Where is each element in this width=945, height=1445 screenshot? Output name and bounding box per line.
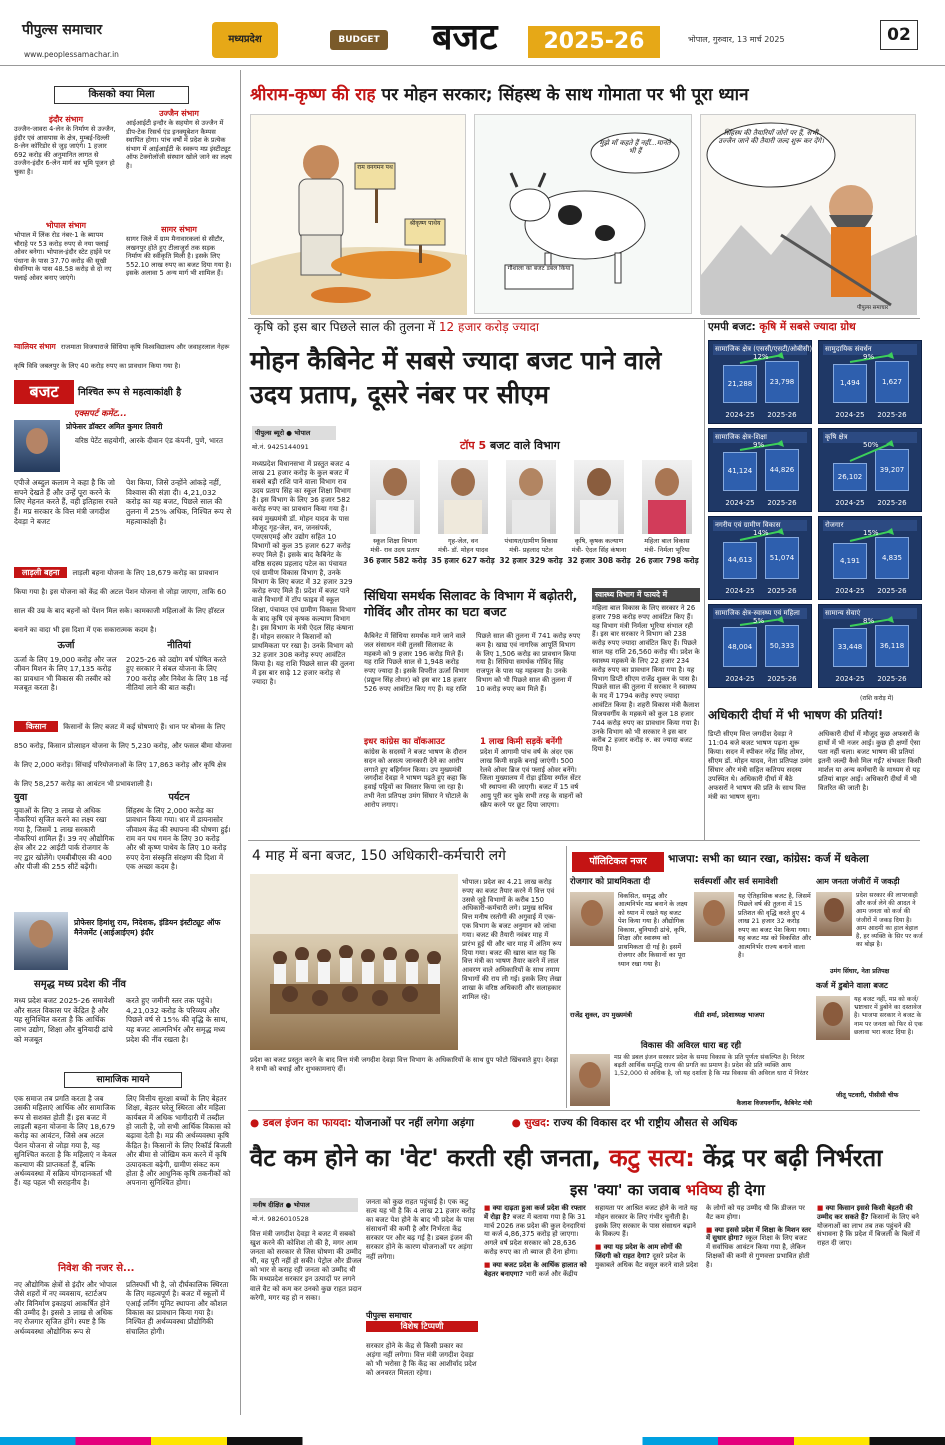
- x-tick-label: 2025-26: [877, 499, 907, 507]
- samriddh-text-a: मध्य प्रदेश बजट 2025-26 समावेशी और सतत विकास पर केंद्रित है और यह सुनिश्चित करता है कि आर्थिक लाभ उद्योग, शिक्षा और बुनियादी ढांचे को मजबूत: [14, 996, 115, 1044]
- left-column: [14, 80, 234, 1420]
- chart-title: कृषि क्षेत्र: [823, 432, 917, 443]
- bhopal-block: भोपाल संभाग भोपाल में लिंक रोड नंबर-1 के ब्यापम चौराहे पर 53 करोड़ रुपए से नया फ्लाई ओवर बनेगा। भोपाल-इंदौर स्टेट हाईवे पर पंधाना के पास 37.70 करोड़ की सूखी सेवनिया के पास 48.58 करोड़ से दो नए फ्लाई ओवर बनाए जाएंगे।: [14, 221, 112, 282]
- nivesh-heading: निवेश की नजर से...: [58, 1263, 135, 1274]
- bar-value-label: 21,288: [727, 380, 753, 388]
- expert1-text-b: पेश किया, जिसे उन्होंने आंकड़े नहीं, विश्वास की संज्ञा दी। 4,21,032 करोड़ का यह बजट, पिछले साल की तुलना में 25% अधिक, निश्चित रूप से महत्वाकांक्षी है।: [126, 478, 232, 526]
- niti-block: नीतियां 2025-26 को उद्योग वर्ष घोषित करते हुए सरकार ने संबल योजना के लिए 700 करोड़ और निवेश के लिए 18 नई नीतियां लाने की बात कही।: [126, 640, 228, 693]
- cabinet-body: मध्यप्रदेश विधानसभा में प्रस्तुत बजट 4 लाख 21 हजार करोड़ के कुल बजट में सबसे बड़ी राशि पाने वाला विभाग राव उदय प्रताप सिंह का स्कूल शिक्षा विभाग है। इस विभाग के लिए 36 हजार 582 करोड़ रुपए का प्रावधान किया गया है। स्वयं मुख्यमंत्री डॉ. मोहन यादव के पास मौजूद गृह-जेल, वन, जनसंपर्क, एमएसएमई और उद्योग सहित 10 विभागों को कुल 35 हजार 627 करोड़ रुपए मिले हैं। इसके बाद कैबिनेट के वरिष्ठ सदस्य प्रहलाद पटेल का पंचायत एवं ग्रामीण विकास विभाग है, उनके विभाग के लिए बजट में 32 हजार 329 करोड़ रुपए मिले हैं। प्रदेश में बजट पाने वाले विभागों में टॉप फाइव में स्कूल शिक्षा, पंचायत एवं ग्रामीण विकास विभाग के बाद कृषि एवं कृषक कल्याण विभाग है। इस विभाग के मंत्री ऐदल सिंह कंषाना हैं। मोहन सरकार ने किसानों को प्राथमिकता पर रखा है। उनके विभाग को 32 हजार 308 करोड़ रुपए आवंटित किया है। यह राशि पिछले साल की तुलना में इस बार साढ़े 12 हजार करोड़ से ज्यादा है।: [252, 460, 356, 687]
- sagar-block: सागर संभाग सागर जिले में ग्राम मैनावारकलां से सीटौर, लखनपुर होते हुए टीलाजुर्रा तक सड़क निर्माण की स्वीकृति मिली है। इसके लिए 552.10 लाख रुपए का बजट दिया गया है। इसके अलावा 5 अन्य मार्ग भी शामिल हैं।: [126, 225, 232, 278]
- indore-block: इंदौर संभाग उज्जैन-जावरा 4-लेन के निर्माण से उज्जैन, इंदौर एवं आसपास के क्षेत्र, मुम्बई-दिल्ली 8-लेन कॉरिडोर से जुड़ जाएंगे। 1 हजार 692 करोड़ की अनुमानित लागत से उज्जैन-इंदौर 6-लेन मार्ग का भूमि पूजन हो चुका है।: [14, 115, 116, 176]
- political-zanjir: आम जनता जंजीरों में जकड़ी प्रदेश सरकार की लापरवाही और कर्ज लेने की आदत ने आम जनता को कर्ज की जंजीरों में जकड़ दिया है। आम आदमी का हाल बेहाल है, हर व्यक्ति के सिर पर कर्ज का बोझ है। उमंग सिंघार, नेता प्रतिपक्ष: [816, 877, 923, 975]
- x-tick-label: 2024-25: [835, 411, 865, 419]
- bar-value-label: 50,333: [769, 642, 795, 650]
- growth-percent: 5%: [753, 617, 765, 625]
- ladli-block: लाड़ली बहना लाड़ली बहना योजना के लिए 18,679 करोड़ का प्रावधान किया गया है। इस योजना को केंद्र की अटल पेंशन योजना से जोड़ा जाएगा, ताकि 60 साल की उम्र के बाद बहनों को पेंशन मिल सके। कामकाजी महिलाओं के लिए हॉस्टल बनाने का वादा भी इस दिशा में एक सकारात्मक कदम है।: [14, 568, 227, 634]
- growth-charts-grid: [708, 340, 922, 692]
- bar-value-label: 44,826: [769, 466, 795, 474]
- political-label: पॉलिटिकल नजर: [572, 852, 664, 872]
- qa-item: ■ क्या किसान इससे किसी बेहतरी की उम्मीद कर सकते हैं? किसानों के लिए बने योजनाओं का लाभ तब तक पहुंचने की संभावना है कि प्रदेश में बिजली के बिलों में राहत दी जाए।: [817, 1204, 920, 1248]
- growth-percent: 9%: [753, 441, 765, 449]
- who-got-what-heading: किसको क्या मिला: [54, 86, 189, 104]
- four-months-caption: प्रदेश का बजट प्रस्तुत करने के बाद वित्त मंत्री जगदीश देवड़ा वित्त विभाग के अधिकारियों के साथ ग्रुप फोटो खिंचवाते हुए। देवड़ा ने सभी को बधाई और शुभकामनाएं दीं।: [250, 1056, 559, 1073]
- bar-value-label: 33,448: [837, 643, 863, 651]
- growth-percent: 15%: [863, 529, 879, 537]
- expert1-name: प्रोफेसर डॉक्टर अमित कुमार तिवारी: [66, 422, 163, 431]
- urja-block: ऊर्जा ऊर्जा के लिए 19,000 करोड़ और जल जीवन मिशन के लिए 17,135 करोड़ का प्रावधान भी विकास की तस्वीर को मजबूत करता है।: [14, 640, 117, 693]
- x-tick-label: 2024-25: [725, 587, 755, 595]
- cabinet-byline: पीपुल्स ब्यूरो ● भोपाल: [252, 426, 336, 440]
- vat-col3: सरकार होने के केंद्र से किसी प्रकार का अड़ंगा नहीं लगेगा। वित्त मंत्री जगदीश देवड़ा को भी भरोसा है कि केंद्र का आशीर्वाद प्रदेश को अनवरत मिलता रहेगा।: [366, 1342, 477, 1378]
- expert1-designation: वरिष्ठ पेटेंट सहयोगी, आरके दीवान एंड कंपनी, पुणे, भारत: [75, 436, 223, 445]
- growth-chart: [818, 428, 922, 512]
- samriddh-heading: समृद्ध मध्य प्रदेश की नींव: [34, 979, 126, 990]
- page-title: बजट: [432, 17, 498, 58]
- budget-team-photo: [250, 874, 458, 1050]
- bar-value-label: 48,004: [727, 643, 753, 651]
- ujjain-block: उज्जैन संभाग आईआईटी इन्दौर के सहयोग से उज्जैन में डीप-टेक रिसर्च एंड इनक्यूबेशन कैम्पस स्थापित होगा। पांच वर्षों में प्रदेश के प्रत्येक संभाग में आईआईटी के स्वरूप मप्र इंस्टीट्यूट ऑफ टेक्नोलॉजी संस्थान खोले जाने का लक्ष्य है।: [126, 109, 232, 170]
- x-tick-label: 2025-26: [877, 675, 907, 683]
- budget-ambitious-heading: बजट निश्चित रूप से महत्वाकांक्षी है: [14, 380, 232, 404]
- x-tick-label: 2025-26: [767, 411, 797, 419]
- growth-percent: 12%: [753, 353, 769, 361]
- vat-byline: मनीष दीक्षित ● भोपाल: [250, 1198, 358, 1212]
- growth-chart: [708, 340, 812, 424]
- scindia-body: कैबिनेट में सिंधिया समर्थक माने जाने वाले जल संसाधन मंत्री तुलसी सिलावट के महकमे को 9 हजार 196 करोड़ मिले हैं। यह राशि पिछले साल से 1,948 करोड़ रुपए ज्यादा है। इसके विपरीत ऊर्जा विभाग (प्रद्युम्न सिंह तोमर) को इस बार 18 हजार 526 रुपए आवंटित किए गए हैं। यह राशि पिछले साल की तुलना में 741 करोड़ रुपए कम है। खाद्य एवं नागरिक आपूर्ति विभाग के लिए 1,506 करोड़ का प्रावधान किया गया है। सिंधिया समर्थक गोविंद सिंह राजपूत के पास यह महकमा है। उनके विभाग को भी पिछले साल की तुलना में 10 करोड़ रुपए कम मिले हैं।: [364, 632, 581, 693]
- top5-minister: स्कूल शिक्षा विभाग मंत्री- राव उदय प्रताप 36 हजार 582 करोड़: [362, 456, 428, 588]
- expert2-name: प्रोफेसर हिमांशु राय, निदेशक, इंडियन इंस्टीट्यूट ऑफ मैनेजमेंट (आईआईएम) इंदौर: [74, 918, 221, 937]
- ram-path-sign: राम वनगमन पथ: [357, 164, 393, 171]
- brand-logo: पीपुल्स समाचार: [22, 22, 103, 38]
- bar-value-label: 36,118: [879, 642, 905, 650]
- vat-col2: जनता को कुछ राहत पहुंचाई है। एक कटु सत्य यह भी है कि 4 लाख 21 हजार करोड़ का बजट पेश होने के बाद भी प्रदेश के पास संसाधनों की कमी है और निर्भरता केंद्र सरकार पर और बढ़ गई है। डबल इंजन की सरकार होने के कारण योजनाओं पर अड़ंगा नहीं लगेगा।: [366, 1198, 476, 1261]
- political-sarv: सर्वस्पर्शी और सर्व समावेशी यह ऐतिहासिक बजट है, जिसमें पिछले वर्ष की तुलना में 15 प्रतिशत की वृद्धि करते हुए 4 लाख 21 हजार 32 करोड़ रुपए का बजट पेश किया गया। यह बजट मप्र को विकसित और आत्मनिर्भर राज्य बनाने वाला है। वीडी शर्मा, प्रदेशाध्यक्ष भाजपा: [694, 877, 812, 1019]
- vat-subheadline: इस 'क्या' का जवाब भविष्य ही देगा: [570, 1181, 765, 1199]
- x-tick-label: 2024-25: [725, 499, 755, 507]
- bar-value-label: 4,835: [881, 554, 903, 562]
- growth-chart: [708, 604, 812, 688]
- scindia-headline: सिंधिया समर्थक सिलावट के विभाग में बढ़ोतरी, गोविंद और तोमर का घटा बजट: [364, 588, 578, 620]
- growth-arrowhead: [886, 616, 894, 623]
- political-rojgar: रोजगार को प्राथमिकता दी विकसित, समृद्ध और आत्मनिर्भर मप्र बनाने के लक्ष्य को ध्यान में रखते यह बजट पेश किया गया है। औद्योगिक विकास, बुनियादी ढांचे, कृषि, शिक्षा और स्वास्थ्य को प्राथमिकता दी गई है। इसमें रोजगार और किसानों का पूरा ध्यान रखा गया है। राजेंद्र शुक्ल, उप मुख्यमंत्री: [570, 877, 688, 1019]
- bar-value-label: 4,191: [839, 557, 861, 565]
- growth-chart: [818, 604, 922, 688]
- officials-headline: अधिकारी दीर्घा में भी भाषण की प्रतियां!: [708, 708, 884, 722]
- growth-chart: [708, 516, 812, 600]
- kisan-block: किसान किसानों के लिए बजट में कई घोषणाएं हैं। धान पर बोनस के लिए 850 करोड़, किसान प्रोत्साहन योजना के लिए 5,230 करोड़, और फसल बीमा योजना के लिए 2,000 करोड़। सिंचाई परियोजनाओं के लिए 17,863 करोड़ और कृषि क्षेत्र के लिए 58,257 करोड़ का आवंटन भी प्रभावशाली है।: [14, 722, 232, 788]
- expert1-text-a: एपीजे अब्दुल कलाम ने कहा है कि जो सपने देखते हैं और उन्हें पूरा करने के लिए मेहनत करते हैं, वही इतिहास रचते हैं। मप्र सरकार के वित्त मंत्री जगदीश देवड़ा ने बजट: [14, 478, 118, 526]
- gaushala-sign: गौशाला का बजट डबल किया: [507, 265, 571, 272]
- top5-minister: महिला बाल विकास मंत्री- निर्मला भूरिया 26 हजार 798 करोड़: [634, 456, 700, 588]
- yuva-block: युवा युवाओं के लिए 3 लाख से अधिक नौकरियां सृजित करने का लक्ष्य रखा गया है, जिसमें 1 लाख सरकारी नौकरियां शामिल हैं। 39 नए औद्योगिक क्षेत्र और 22 आईटी पार्क रोजगार के नए द्वार खोलेंगे। एमबीबीएस की 400 और पीजी की 255 सीटें बढ़ेंगी।: [14, 792, 115, 872]
- bar-value-label: 1,494: [839, 379, 861, 387]
- x-tick-label: 2024-25: [835, 587, 865, 595]
- budget-year: 2025-26: [528, 26, 660, 58]
- growth-percent: 9%: [863, 353, 875, 361]
- four-months-body: भोपाल। प्रदेश का 4.21 लाख करोड़ रुपए का बजट तैयार करने में वित्त एवं उससे जुड़े विभागों के करीब 150 अधिकारी-कर्मचारी लगे। प्रमुख सचिव वित्त मनीष रस्तोगी की अगुवाई में एक-एक विभाग के बजट अनुमान को जांचा गया। बजट की तैयारी नवंबर माह में प्रारंभ हुई थी और चार माह में अंतिम रूप दिया गया। बजट की खास बात यह कि वित्त मंत्री का भाषण तैयार करने में लाल आवरण वाले अधिकारियों के साथ तमाम विभागों की राय ली गई। इसके लिए लेखा शाखा के वरिष्ठ अधिकारी और सलाहकार शामिल रहे।: [462, 878, 562, 1001]
- vat-col1: वित्त मंत्री जगदीश देवड़ा ने बजट में सबको खुश करने की कोशिश तो की है, मगर आम जनता को सरकार से जिस घोषणा की उम्मीद थी, वह पूरी नहीं हो सकी। पेट्रोल और डीजल को भार से कराह रही जनता को उम्मीद थी कि मध्यप्रदेश सरकार इन उत्पादों पर लगने वाले वैट को कम कर उनको कुछ राहत प्रदान करेगी, मगर यह हो न सका।: [250, 1230, 362, 1302]
- cabinet-mobile: मो.नं. 9425144091: [252, 443, 309, 451]
- x-tick-label: 2024-25: [835, 675, 865, 683]
- page-number: 02: [880, 20, 918, 50]
- x-tick-label: 2025-26: [767, 499, 797, 507]
- chart-title: नगरीय एवं ग्रामीण विकास: [713, 520, 807, 531]
- qa-item: ■ क्या यह प्रदेश के आम लोगों की जिंदगी को राहत देगा? दूसरे प्रदेश के मुकाबले अधिक वैट वसूल करने वाले प्रदेश के लोगों को यह उम्मीद थी कि डीजल पर वैट कम होगा।: [595, 1204, 805, 1269]
- samriddh-text-b: करते हुए जमीनी स्तर तक पहुंचे। 4,21,032 करोड़ के परिव्यय और पिछले वर्ष से 15% की वृद्धि के साथ, यह बजट आत्मनिर्भर और समृद्ध मध्य प्रदेश की नींव रखता है।: [126, 996, 228, 1044]
- political-karz: कर्ज में डुबोने वाला बजट यह बजट नहीं, मप्र को कर्ज/भ्रष्टाचार में डुबोने का दस्तावेज है। भाजपा सरकार ने बजट के नाम पर जनता को फिर से एक छलावा भरा बजट दिया है। जीतू पटवारी, पीसीसी चीफ: [816, 981, 923, 1099]
- cabinet-headline: मोहन कैबिनेट में सबसे ज्यादा बजट पाने वाले उदय प्रताप, दूसरे नंबर पर सीएम: [250, 346, 662, 409]
- growth-percent: 50%: [863, 441, 879, 449]
- congress-body: कांग्रेस के सदस्यों ने बजट भाषण के दौरान सदन को असत्य जानकारी देने का आरोप लगाते हुए बहिर्गमन किया। उप मुख्यमंत्री जगदीश देवड़ा ने भाषण पढ़ते हुए कहा कि हवाई पट्टियों का विस्तार किया जा रहा है। तभी नेता प्रतिपक्ष उमंग सिंघार ने घोटाले के आरोप लगाए।: [364, 748, 469, 809]
- qa-item: ■ क्या दाढ़ता हुआ कर्ज प्रदेश की रफ्तार में रोड़ा है? बजट में बताया गया है कि 31 मार्च 2026 तक प्रदेश की कुल देनदारियां या कर्ज 4,86,375 करोड़ हो जाएगा। अगले वर्ष प्रदेश सरकार को 28,636 करोड़ रुपए का तो ब्याज ही देना होगा।: [484, 1204, 586, 1257]
- top5-minister: पंचायत/ग्रामीण विकास मंत्री- प्रहलाद पटेल 32 हजार 329 करोड़: [498, 456, 564, 588]
- political-vikas: विकास की अविरल धारा बह रही मप्र की डबल इंजन सरकार प्रदेश के समग्र विकास के प्रति पूर्णतः संकल्पित है। निरंतर बढ़ती आर्थिक समृद्धि राज्य की प्रगति का प्रमाण है। प्रदेश की प्रति व्यक्ति आय 1,52,000 से अधिक है, जो यह दर्शाता है कि मप्र विकास की अविरल धारा में निरंतर कैलाश विजयवर्गीय, कैबिनेट मंत्री: [570, 1040, 812, 1108]
- qa-item: ■ क्या इससे प्रदेश में शिक्षा के मिशन स्तर में सुधार होगा? स्कूल शिक्षा के लिए बजट में सर्वाधिक आवंटन किया गया है, लेकिन शिक्षकों की कमी से गुणवत्ता प्रभावित होती है।: [706, 1225, 811, 1269]
- chart-source: (राशि करोड़ में): [860, 695, 894, 702]
- cartoon-ram-krishna: [250, 114, 466, 314]
- congress-heading: इधर कांग्रेस का वॉकआउट: [364, 737, 445, 747]
- expert1-photo: [14, 420, 60, 472]
- top5-minister: गृह-जेल, वन मंत्री- डॉ. मोहन यादव 35 हजार 627 करोड़: [430, 456, 496, 588]
- gwalior-block: ग्वालियर संभाग राजमाता विजयाराजे सिंधिया कृषि विश्वविद्यालय और जवाहरलाल नेहरू कृषि विवि जबलपुर के लिए 40 करोड़ रुपए का प्रावधान किया गया है।: [14, 342, 230, 370]
- cartoon-sadhu: [700, 114, 916, 314]
- x-tick-label: 2025-26: [877, 587, 907, 595]
- double-engine-strip: ● डबल इंजन का फायदा: योजनाओं पर नहीं लगेगा अड़ंगा ● सुखद: राज्य की विकास दर भी राष्ट्रीय औसत से अधिक: [250, 1117, 738, 1129]
- women-heading: स्वास्थ्य विभाग में फायदे में: [592, 588, 700, 602]
- bar-value-label: 44,613: [727, 556, 753, 564]
- masthead: [0, 0, 945, 66]
- growth-arrowhead: [776, 440, 784, 447]
- x-tick-label: 2024-25: [725, 675, 755, 683]
- x-tick-label: 2025-26: [767, 587, 797, 595]
- chart-title: सामान्य सेवाएं: [823, 608, 917, 619]
- growth-percent: 14%: [753, 529, 769, 537]
- dateline: भोपाल, गुरुवार, 13 मार्च 2025: [688, 35, 785, 44]
- vat-mobile: मो.नं. 9826010528: [252, 1215, 309, 1223]
- sadhu-speech-bubble: सिंहस्थ की तैयारियाँ जोरों पर हैं, सभी उज्जैन जाने की तैयारी जल्द शुरू कर देंगे।: [718, 129, 824, 146]
- top5-minister: कृषि, कृषक कल्याण मंत्री- ऐदल सिंह कंषाना 32 हजार 308 करोड़: [566, 456, 632, 588]
- women-body: महिला बाल विकास के लिए सरकार ने 26 हजार 798 करोड़ रुपए आवंटित किए हैं। यह विभाग मंत्री निर्मला भूरिया संभाल रही हैं। इस बार सरकार ने विभाग को 238 करोड़ रुपए ज्यादा आवंटित किए हैं। पिछले साल यह राशि 26,560 करोड़ थी। प्रदेश के स्वास्थ्य महकमे के लिए 22 हजार 234 करोड़ रुपए का प्रावधान किया गया है। यह विभाग डिप्टी सीएम राजेंद्र शुक्ल के पास है। पिछले साल की तुलना में सरकार ने स्वास्थ्य के मद में 1794 करोड़ रुपए ज्यादा आवंटित किया है। शहरी विकास मंत्री कैलाश विजयवर्गीय के महकमे को कुल 18 हजार 744 करोड़ रुपए का प्रावधान किया गया है। उनके विभाग को भी सरकार ने इस बार करीब 2 हजार करोड़ रु. का ज्यादा बजट दिया है।: [592, 604, 700, 754]
- samajik-text-b: लिए वित्तीय सुरक्षा बच्चों के लिए बेहतर शिक्षा, बेहतर घरेलू स्थिरता और महिला कार्यबल में अधिक भागीदारी में तब्दील हो जाती है, जो सभी आर्थिक विकास को बढ़ावा देती है। मप्र की अर्थव्यवस्था कृषि केंद्रित है। किसानों के लिए रिकॉर्ड बिजली और बीमा से जोखिम कम करने में कृषि उत्पादकता बढ़ेगी, ग्रामीण संकट कम होता है और आधुनिक कृषि तकनीकों को अपनाना सुनिश्चित होगा।: [126, 1094, 232, 1188]
- growth-chart: [818, 516, 922, 600]
- expert-comment-label: एक्सपर्ट कमेंट...: [74, 409, 127, 419]
- vat-headline: वैट कम होने का 'वेट' करती रही जनता, कटु सत्य: केंद्र पर बढ़ी निर्भरता: [250, 1144, 883, 1172]
- x-tick-label: 2024-25: [835, 499, 865, 507]
- cartoon-credit: पीपुल्स समाचार: [857, 305, 889, 311]
- chart-title: सामाजिक क्षेत्र-स्वास्थ्य एवं महिला: [713, 608, 807, 619]
- qa-item: ■ क्या बजट प्रदेश के आर्थिक हालात को बेहतर बनाएगा? भारी कर्ज और केंद्रीय सहायता पर आश्रित बजट होने के नाते यह मोहन सरकार के लिए गंभीर चुनौती है। इसके लिए सरकार के पास संसाधन बढ़ाने के विकल्प हैं।: [484, 1204, 698, 1278]
- samajik-text-a: एक समाज तब प्रगति करता है जब उसकी महिलाएं आर्थिक और सामाजिक रूप से सशक्त होती हैं। इस बजट में लाड़ली बहना योजना के लिए 18,679 करोड़ का आवंटन, जिसे अब अटल पेंशन योजना से जोड़ा गया है, यह सुनिश्चित करता है कि महिलाएं न केवल कल्याण की प्राप्तकर्ता हैं, बल्कि अर्थव्यवस्था में सक्रिय योगदानकर्ता भी हैं। यह पहल भी सराहनीय है।: [14, 1094, 117, 1188]
- bar-value-label: 41,124: [727, 467, 753, 475]
- paryatan-block: पर्यटन सिंहस्थ के लिए 2,000 करोड़ का प्रावधान किया गया। धार में डायनासोर जीवाश्म केंद्र की स्थापना की घोषणा हुई। राम वन पथ गमन के लिए 30 करोड़ और श्री कृष्ण पाथेय के लिए 10 करोड़ रुपए देना संस्कृति संरक्षण की दिशा में एक अच्छा कदम है।: [126, 792, 231, 872]
- growth-percent: 8%: [863, 617, 875, 625]
- samajik-heading: सामाजिक मायने: [64, 1072, 182, 1088]
- krishna-path-sign: श्रीकृष्ण पाथेय: [409, 220, 441, 227]
- cabinet-kicker: कृषि को इस बार पिछले साल की तुलना में 12 हजार करोड़ ज्यादा: [254, 320, 539, 334]
- chart-title: सामाजिक क्षेत्र-शिक्षा: [713, 432, 807, 443]
- growth-arrowhead: [776, 616, 784, 623]
- site-url: www.peoplessamachar.in: [24, 50, 119, 59]
- chart-title: सामुदायिक संवर्धन: [823, 344, 917, 355]
- nivesh-text-b: प्रतिस्पर्धी भी है, जो दीर्घकालिक स्थिरता के लिए महत्वपूर्ण है। बजट में स्कूलों में एआई लर्निंग यूनिट स्थापना और कौशल विकास का प्रावधान किया गया है। निश्चित ही अर्थव्यवस्था प्रौद्योगिकी संचालित होगी।: [126, 1280, 229, 1336]
- road-body: प्रदेश में आगामी पांच वर्ष के अंदर एक लाख किमी सड़कें बनाई जाएंगी। 500 रेलवे ओवर ब्रिज एवं फ्लाई ओवर बनेंगे। जिला मुख्यालय में रोड़ा इंडिया स्मॉल सेंटर भी स्थापना की जाएगी। बजट में 15 वर्ष आयु पूरी कर चुके सभी तरह के वाहनों को स्क्रैप करने पर छूट दिया जाएगा।: [480, 748, 583, 809]
- road-heading: 1 लाख किमी सड़कें बनेंगी: [480, 737, 563, 747]
- bar-value-label: 1,627: [881, 378, 903, 386]
- growth-arrowhead: [886, 352, 894, 359]
- bar-value-label: 51,074: [769, 554, 795, 562]
- nivesh-text-a: नए औद्योगिक क्षेत्रों से इंदौर और भोपाल जैसे शहरों में नए व्यवसाय, स्टार्टअप और विनिर्माण इकाइयां आकर्षित होने की उम्मीद है। इससे 3 लाख से अधिक नए रोजगार सृजित होंगे। स्पष्ट है कि अर्थव्यवस्था औद्योगिक रूप से: [14, 1280, 117, 1336]
- bar-value-label: 26,102: [837, 473, 863, 481]
- x-tick-label: 2024-25: [725, 411, 755, 419]
- x-tick-label: 2025-26: [877, 411, 907, 419]
- growth-heading: एमपी बजट: कृषि में सबसे ज्यादा ग्रोथ: [708, 321, 856, 333]
- growth-chart: [708, 428, 812, 512]
- officials-body-b: अधिकारी दीर्घा में मौजूद कुछ अफसरों के हाथों में भी नजर आई। कुछ ही क्षणों ऐसा पता नहीं चला। बजट भाषण की प्रतियां इतनी जल्दी कैसे मिल गईं? संभवतः किसी मार्शल या अन्य कर्मचारी के माध्यम से यह प्रतियां बाहर आई। अधिकारी दीर्घा में भी वितरित की जाती है।: [818, 730, 922, 792]
- state-tag: मध्यप्रदेश: [212, 22, 278, 58]
- expert2-photo: [14, 912, 68, 970]
- special-comment-box: पीपुल्स समाचार विशेष टिप्पणी: [366, 1310, 478, 1338]
- growth-arrowhead: [776, 528, 784, 535]
- political-headline: भाजपा: सभी का ध्यान रखा, कांग्रेस: कर्ज में धकेला: [668, 853, 869, 865]
- top5-strip: [362, 456, 700, 588]
- growth-chart: [818, 340, 922, 424]
- x-tick-label: 2025-26: [767, 675, 797, 683]
- officials-body-a: डिप्टी सीएम वित्त जगदीश देवड़ा ने 11:04 बजे बजट भाषण पढ़ना शुरू किया। सदन में स्पीकर नरेंद्र सिंह तोमर, सीएम डॉ. मोहन यादव, नेता प्रतिपक्ष उमंग सिंघार और मंत्री सहित कतिपय सदस्य उपस्थित थे। अधिकारी दीर्घा में बैठे अफसरों ने भाषण की प्रति के साथ वित्त मंत्री का भाषण सुना।: [708, 730, 812, 801]
- budget-tag: BUDGET: [330, 30, 388, 50]
- top5-heading: टॉप 5 बजट वाले विभाग: [460, 439, 560, 452]
- growth-arrowhead: [776, 352, 784, 359]
- cartoon-cow: [474, 114, 692, 314]
- growth-arrowhead: [886, 528, 894, 535]
- cow-speech-bubble: मुझे माँ कहते हैं नहीं...मानते भी हैं: [599, 139, 671, 156]
- four-months-headline: 4 माह में बना बजट, 150 अधिकारी-कर्मचारी लगे: [252, 848, 506, 864]
- chart-title: रोजगार: [823, 520, 917, 531]
- chart-title: सामाजिक क्षेत्र (एससी/एसटी/ओबीसी): [715, 345, 813, 353]
- print-color-bar: [0, 1437, 945, 1445]
- bar-value-label: 39,207: [879, 466, 905, 474]
- bar-value-label: 23,798: [769, 378, 795, 386]
- cartoon-headline: श्रीराम-कृष्ण की राह पर मोहन सरकार; सिंहस्थ के साथ गोमाता पर भी पूरा ध्यान: [250, 85, 749, 105]
- vat-qa: [484, 1204, 922, 1414]
